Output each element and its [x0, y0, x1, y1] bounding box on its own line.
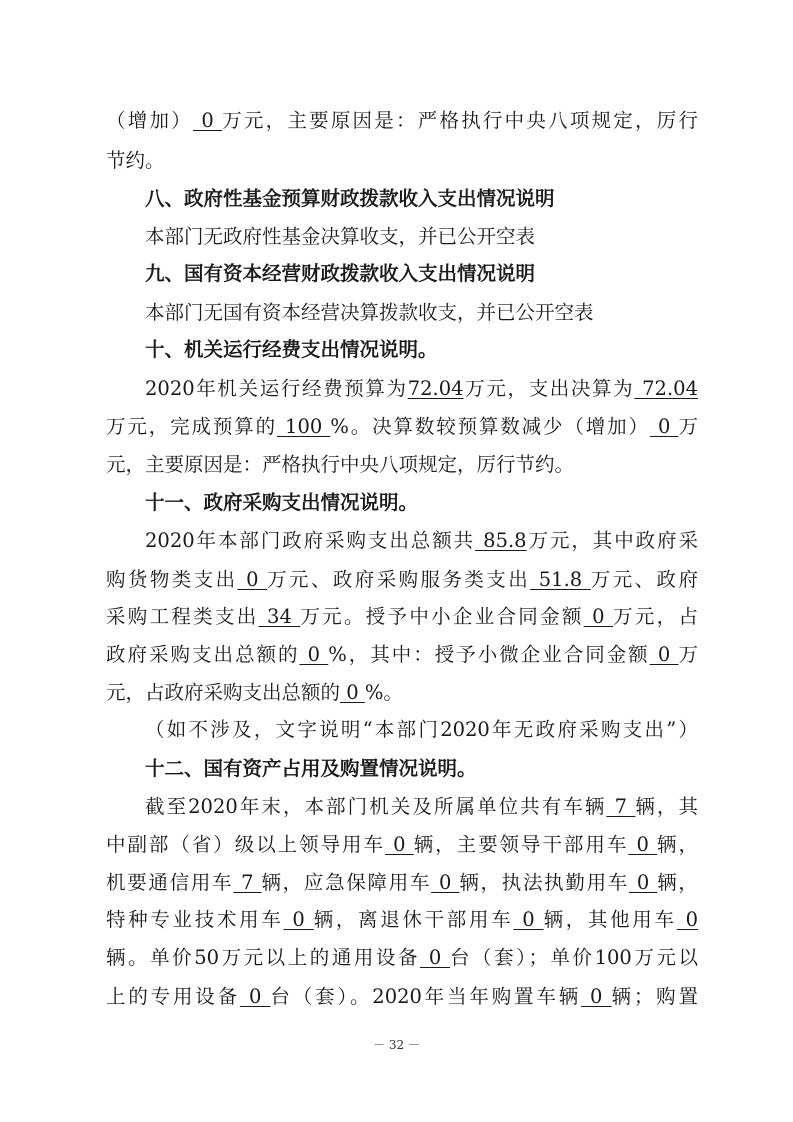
text-run: 辆，其 — [635, 795, 698, 818]
filled-value: 51.8 — [530, 568, 591, 591]
filled-value: 0 — [583, 605, 614, 628]
section-heading — [145, 182, 698, 216]
filled-value: 0 — [384, 833, 414, 856]
filled-value: 0 — [629, 871, 658, 894]
filled-value: 0 — [283, 908, 314, 931]
text-line — [106, 563, 698, 597]
text-line — [106, 828, 698, 862]
text-run: 辆。单价50万元以上的通用设备 — [106, 946, 421, 969]
text-run: 万元，支出决算为 — [463, 377, 635, 400]
text-run: %，其中：授予小微企业合同金额 — [328, 643, 650, 666]
filled-value: 0 — [431, 871, 460, 894]
section-heading — [145, 486, 698, 520]
text-run: 万元、政府 — [590, 568, 698, 591]
text-run: 购货物类支出 — [106, 568, 238, 591]
text-run: 十二、国有资产占用及购置情况说明。 — [145, 757, 477, 780]
page-number: － 32 － — [373, 1038, 420, 1052]
filled-value: 7 — [233, 871, 262, 894]
text-run: 上的专用设备 — [106, 985, 240, 1008]
text-line — [106, 941, 698, 975]
text-run: %。 — [364, 681, 403, 704]
filled-value: 72.04 — [407, 377, 464, 400]
text-run: 辆，离退休干部用车 — [313, 908, 514, 931]
text-run: 辆，应急保障用车 — [261, 871, 432, 894]
text-run: 中副部（省）级以上领导用车 — [106, 833, 385, 856]
text-run: 万元。授予中小企业合同金额 — [300, 605, 584, 628]
section-heading — [145, 257, 698, 291]
text-run: 台（套）。2020年当年购置车辆 — [270, 985, 582, 1008]
text-line — [145, 296, 698, 330]
text-run: 辆，其他用车 — [543, 908, 677, 931]
filled-value: 0 — [239, 985, 271, 1008]
text-line — [106, 980, 698, 1014]
text-run: 辆，执法执勤用车 — [459, 871, 629, 894]
text-run: 元，主要原因是：严格执行中央八项规定，厉行节约。 — [106, 453, 575, 476]
text-line — [145, 790, 698, 824]
text-run: 政府采购支出总额的 — [106, 643, 300, 666]
text-run: 本部门无政府性基金决算收支，并已公开空表 — [145, 225, 536, 248]
text-run: 辆， — [657, 833, 698, 856]
filled-value: 0 — [420, 946, 450, 969]
text-line — [145, 372, 698, 406]
text-run: 九、国有资本经营财政拨款收入支出情况说明 — [145, 262, 536, 285]
text-line — [106, 144, 698, 178]
text-run: 节约。 — [106, 149, 165, 172]
text-run: 特种专业技术用车 — [106, 908, 284, 931]
text-run: 十、机关运行经费支出情况说明。 — [145, 338, 438, 361]
text-run: 万 — [678, 643, 698, 666]
section-heading — [145, 752, 698, 786]
text-run: 本部门无国有资本经营决算拨款收支，并已公开空表 — [145, 301, 594, 324]
text-run: 万元，主要原因是：严格执行中央八项规定，厉行 — [222, 109, 698, 132]
text-run: 万元，完成预算的 — [106, 415, 277, 438]
section-heading — [145, 333, 698, 367]
filled-value: 0 — [299, 643, 329, 666]
text-run: 2020年本部门政府采购支出总额共 — [145, 529, 476, 552]
text-line — [106, 410, 698, 444]
filled-value: 0 — [513, 908, 544, 931]
text-line — [145, 220, 698, 254]
text-line — [145, 713, 698, 747]
text-line — [106, 638, 698, 672]
text-run: 万元，占 — [613, 605, 698, 628]
text-run: 八、政府性基金预算财政拨款收入支出情况说明 — [145, 187, 555, 210]
text-run: 截至2020年末，本部门机关及所属单位共有车辆 — [145, 795, 607, 818]
text-run: 万元，其中政府采 — [526, 529, 698, 552]
text-run: 机要通信用车 — [106, 871, 234, 894]
filled-value: 85.8 — [475, 529, 527, 552]
filled-value: 0 — [649, 643, 679, 666]
text-run: 采购工程类支出 — [106, 605, 259, 628]
text-run: 万 — [678, 415, 698, 438]
text-line — [106, 676, 698, 710]
filled-value: 72.04 — [634, 377, 698, 400]
filled-value: 0 — [649, 415, 679, 438]
text-run: 元，占政府采购支出总额的 — [106, 681, 341, 704]
filled-value: 0 — [676, 908, 698, 931]
text-run: 2020年机关运行经费预算为 — [145, 377, 408, 400]
filled-value: 0 — [192, 109, 223, 132]
filled-value: 0 — [628, 833, 658, 856]
filled-value: 0 — [581, 985, 612, 1008]
filled-value: 0 — [340, 681, 365, 704]
text-run: （增加） — [106, 109, 193, 132]
text-line — [106, 448, 698, 482]
text-run: 台（套）；单价100万元以 — [449, 946, 698, 969]
text-line — [106, 903, 698, 937]
filled-value: 100 — [276, 415, 331, 438]
filled-value: 7 — [606, 795, 636, 818]
filled-value: 34 — [258, 605, 301, 628]
text-line — [106, 866, 698, 900]
text-run: 辆，主要领导干部用车 — [413, 833, 629, 856]
text-run: 万元、政府采购服务类支出 — [267, 568, 531, 591]
filled-value: 0 — [237, 568, 268, 591]
text-run: 辆， — [657, 871, 698, 894]
text-run: 辆；购置 — [611, 985, 698, 1008]
text-run: 十一、政府采购支出情况说明。 — [145, 491, 419, 514]
text-run: （如不涉及，文字说明“本部门2020年无政府采购支出”） — [145, 718, 698, 741]
text-line — [145, 524, 698, 558]
text-run: %。决算数较预算数减少（增加） — [330, 415, 650, 438]
text-line — [106, 600, 698, 634]
text-line — [106, 104, 698, 138]
